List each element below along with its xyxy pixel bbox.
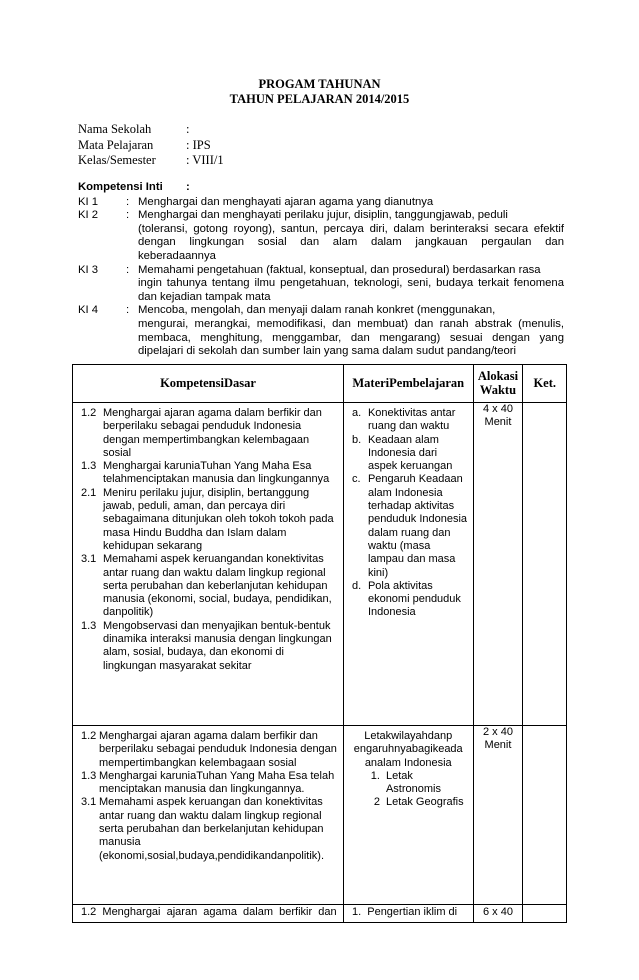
cell-keterangan xyxy=(523,403,567,726)
list-item: 1.2 Menghargai ajaran agama dalam berfikir dan berperilaku sebagai penduduk Indonesia dengan mempertimbangkan kelembagaan sosial xyxy=(81,730,337,769)
header-keterangan: Ket. xyxy=(523,365,567,403)
page-subtitle: TAHUN PELAJARAN 2014/2015 xyxy=(229,92,410,106)
table-row xyxy=(73,905,567,923)
cell-alokasi-waktu: 6 x 40 xyxy=(473,905,523,923)
program-table xyxy=(72,364,567,923)
ki-item: KI 4 : Mencoba, mengolah, dan menyaji dalam ranah konkret (menggunakan, mengurai, merangkai, memodifikasi, dan membuat) dan ranah abstrak (menulis, membaca, menghitung, menggambar, dan mengarang) sesuai dengan yang dipelajari di sekolah dan sumber lain yang sama dalam sudut pandang/teori xyxy=(78,304,564,358)
list-item: 1.3 Mengobservasi dan menyajikan bentuk-bentuk dinamika interaksi manusia dengan lingkungan alam, sosial, budaya, dan ekonomi di lingkungan masyarakat sekitar xyxy=(81,619,332,672)
ki-item: KI 3 : Memahami pengetahuan (faktual, konseptual, dan prosedural) berdasarkan rasa ingin tahunya tentang ilmu pengetahuan, teknologi, seni, budaya terkait fenomena dan kejadian tampak mata xyxy=(78,263,564,303)
list-item: c. Pengaruh Keadaan alam Indonesia terhadap aktivitas penduduk Indonesia dalam ruang dan waktu (masa lampau dan masa kini) xyxy=(351,473,468,579)
info-row-subject xyxy=(78,138,224,154)
materi-intro: Letakwilayahdanp engaruhnyabagikeada analam Indonesia xyxy=(353,730,463,769)
list-item: 2 Letak Geografis xyxy=(373,796,464,809)
list-item: 1. Letak Astronomis xyxy=(370,769,441,796)
kompetensi-inti-heading: Kompetensi Inti : xyxy=(78,181,190,193)
cell-alokasi-waktu: 2 x 40 Menit xyxy=(473,726,523,905)
list-item: 1.3 Menghargai karuniaTuhan Yang Maha Esa telahmenciptakan manusia dan lingkungannya xyxy=(81,460,330,486)
school-info xyxy=(78,122,224,169)
ki-text: Menghargai dan menghayati ajaran agama yang dianutnya xyxy=(138,195,434,208)
header-kompetensi-dasar: KompetensiDasar xyxy=(73,365,344,403)
ki-code: KI 2 xyxy=(78,209,99,222)
table-row xyxy=(73,726,567,905)
info-label: Mata Pelajaran xyxy=(78,137,154,152)
info-value: : VIII/1 xyxy=(186,153,224,167)
cell-materi-pembelajaran xyxy=(343,403,473,726)
info-value: : xyxy=(186,122,190,136)
list-item: 1.3 Menghargai karuniaTuhan Yang Maha Esa telah menciptakan manusia dan lingkungannya. xyxy=(81,769,335,796)
ki-item: KI 2 : Menghargai dan menghayati perilaku jujur, disiplin, tanggungjawab, peduli (toleransi, gotong royong), santun, percaya diri, dalam berinteraksi secara efektif dengan lingkungan sosial dan alam dalam jangkauan pergaulan dan keberadaannya xyxy=(78,209,564,262)
list-item: d. Pola aktivitas ekonomi penduduk Indonesia xyxy=(351,579,461,619)
cell-materi-pembelajaran: 1. Pengertian iklim di xyxy=(343,905,473,923)
cell-keterangan xyxy=(523,726,567,905)
info-row-class xyxy=(78,153,224,169)
header-alokasi-waktu: Alokasi Waktu xyxy=(473,365,523,403)
cell-keterangan xyxy=(523,905,567,923)
cell-alokasi-waktu: 4 x 40 Menit xyxy=(473,403,523,726)
page-title: PROGAM TAHUNAN xyxy=(258,77,381,91)
info-label: Kelas/Semester xyxy=(78,153,156,167)
cell-kompetensi-dasar xyxy=(73,726,344,905)
list-item: 3.1 Memahami aspek keruangan dan konektivitas antar ruang dan waktu dalam lingkup regional serta perubahan dan berkelanjutan kehidupan manusia (ekonomi,sosial,budaya,pendidikandanpolitik). xyxy=(81,796,325,862)
ki-code: KI 1 xyxy=(78,195,99,208)
cell-kompetensi-dasar: 1.2 Menghargai ajaran agama dalam berfikir dan xyxy=(73,905,344,923)
table-header-row xyxy=(73,365,567,403)
list-item: 1.2 Menghargai ajaran agama dalam berfikir dan berperilaku sebagai penduduk Indonesia dengan mempertimbangkan kelembagaan sosial xyxy=(81,407,322,459)
ki-text: Mencoba, mengolah, dan menyaji dalam ranah konkret (menggunakan, mengurai, merangkai, memodifikasi, dan membuat) dan ranah abstrak (menulis, membaca, menghitung, menggambar, dan mengarang) sesuai dengan yang dipelajari di sekolah dan sumber lain yang sama dalam sudut pandang/teori xyxy=(138,304,564,358)
list-item: 2.1 Meniru perilaku jujur, disiplin, bertanggung jawab, peduli, aman, dan percaya diri sebagaimana ditunjukan oleh tokoh tokoh pada masa Hindu Buddha dan Islam dalam kehidupan sekarang xyxy=(81,486,334,552)
ki-item: KI 1 : Menghargai dan menghayati ajaran agama yang dianutnya xyxy=(78,196,564,210)
list-item: 3.1 Memahami aspek keruangandan konektivitas antar ruang dan waktu dalam lingkup regional serta perubahan dan keberlanjutan kehidupan manusia (ekonomi, social, budaya, pendidikan, danpolitik) xyxy=(81,553,332,619)
table-row xyxy=(73,403,567,726)
list-item: b. Keadaan alam Indonesia dari aspek keruangan xyxy=(351,433,453,473)
ki-code: KI 4 xyxy=(78,304,99,317)
kompetensi-inti-section xyxy=(78,181,564,359)
cell-materi-pembelajaran xyxy=(343,726,473,905)
ki-code: KI 3 xyxy=(78,263,99,276)
list-item: a. Konektivitas antar ruang dan waktu xyxy=(351,407,456,433)
ki-text: Menghargai dan menghayati perilaku jujur, disiplin, tanggungjawab, peduli (toleransi, gotong royong), santun, percaya diri, dalam berinteraksi secara efektif dengan lingkungan sosial dan alam dalam jangkauan pergaulan dan keberadaannya xyxy=(138,209,564,262)
cell-kompetensi-dasar xyxy=(73,403,344,726)
info-label: Nama Sekolah xyxy=(78,122,152,136)
ki-text: Memahami pengetahuan (faktual, konseptual, dan prosedural) berdasarkan rasa ingin tahunya tentang ilmu pengetahuan, teknologi, seni, budaya terkait fenomena dan kejadian tampak mata xyxy=(138,263,564,303)
info-value: : IPS xyxy=(186,137,211,152)
info-row-school xyxy=(78,122,224,138)
header-materi-pembelajaran: MateriPembelajaran xyxy=(343,365,473,403)
